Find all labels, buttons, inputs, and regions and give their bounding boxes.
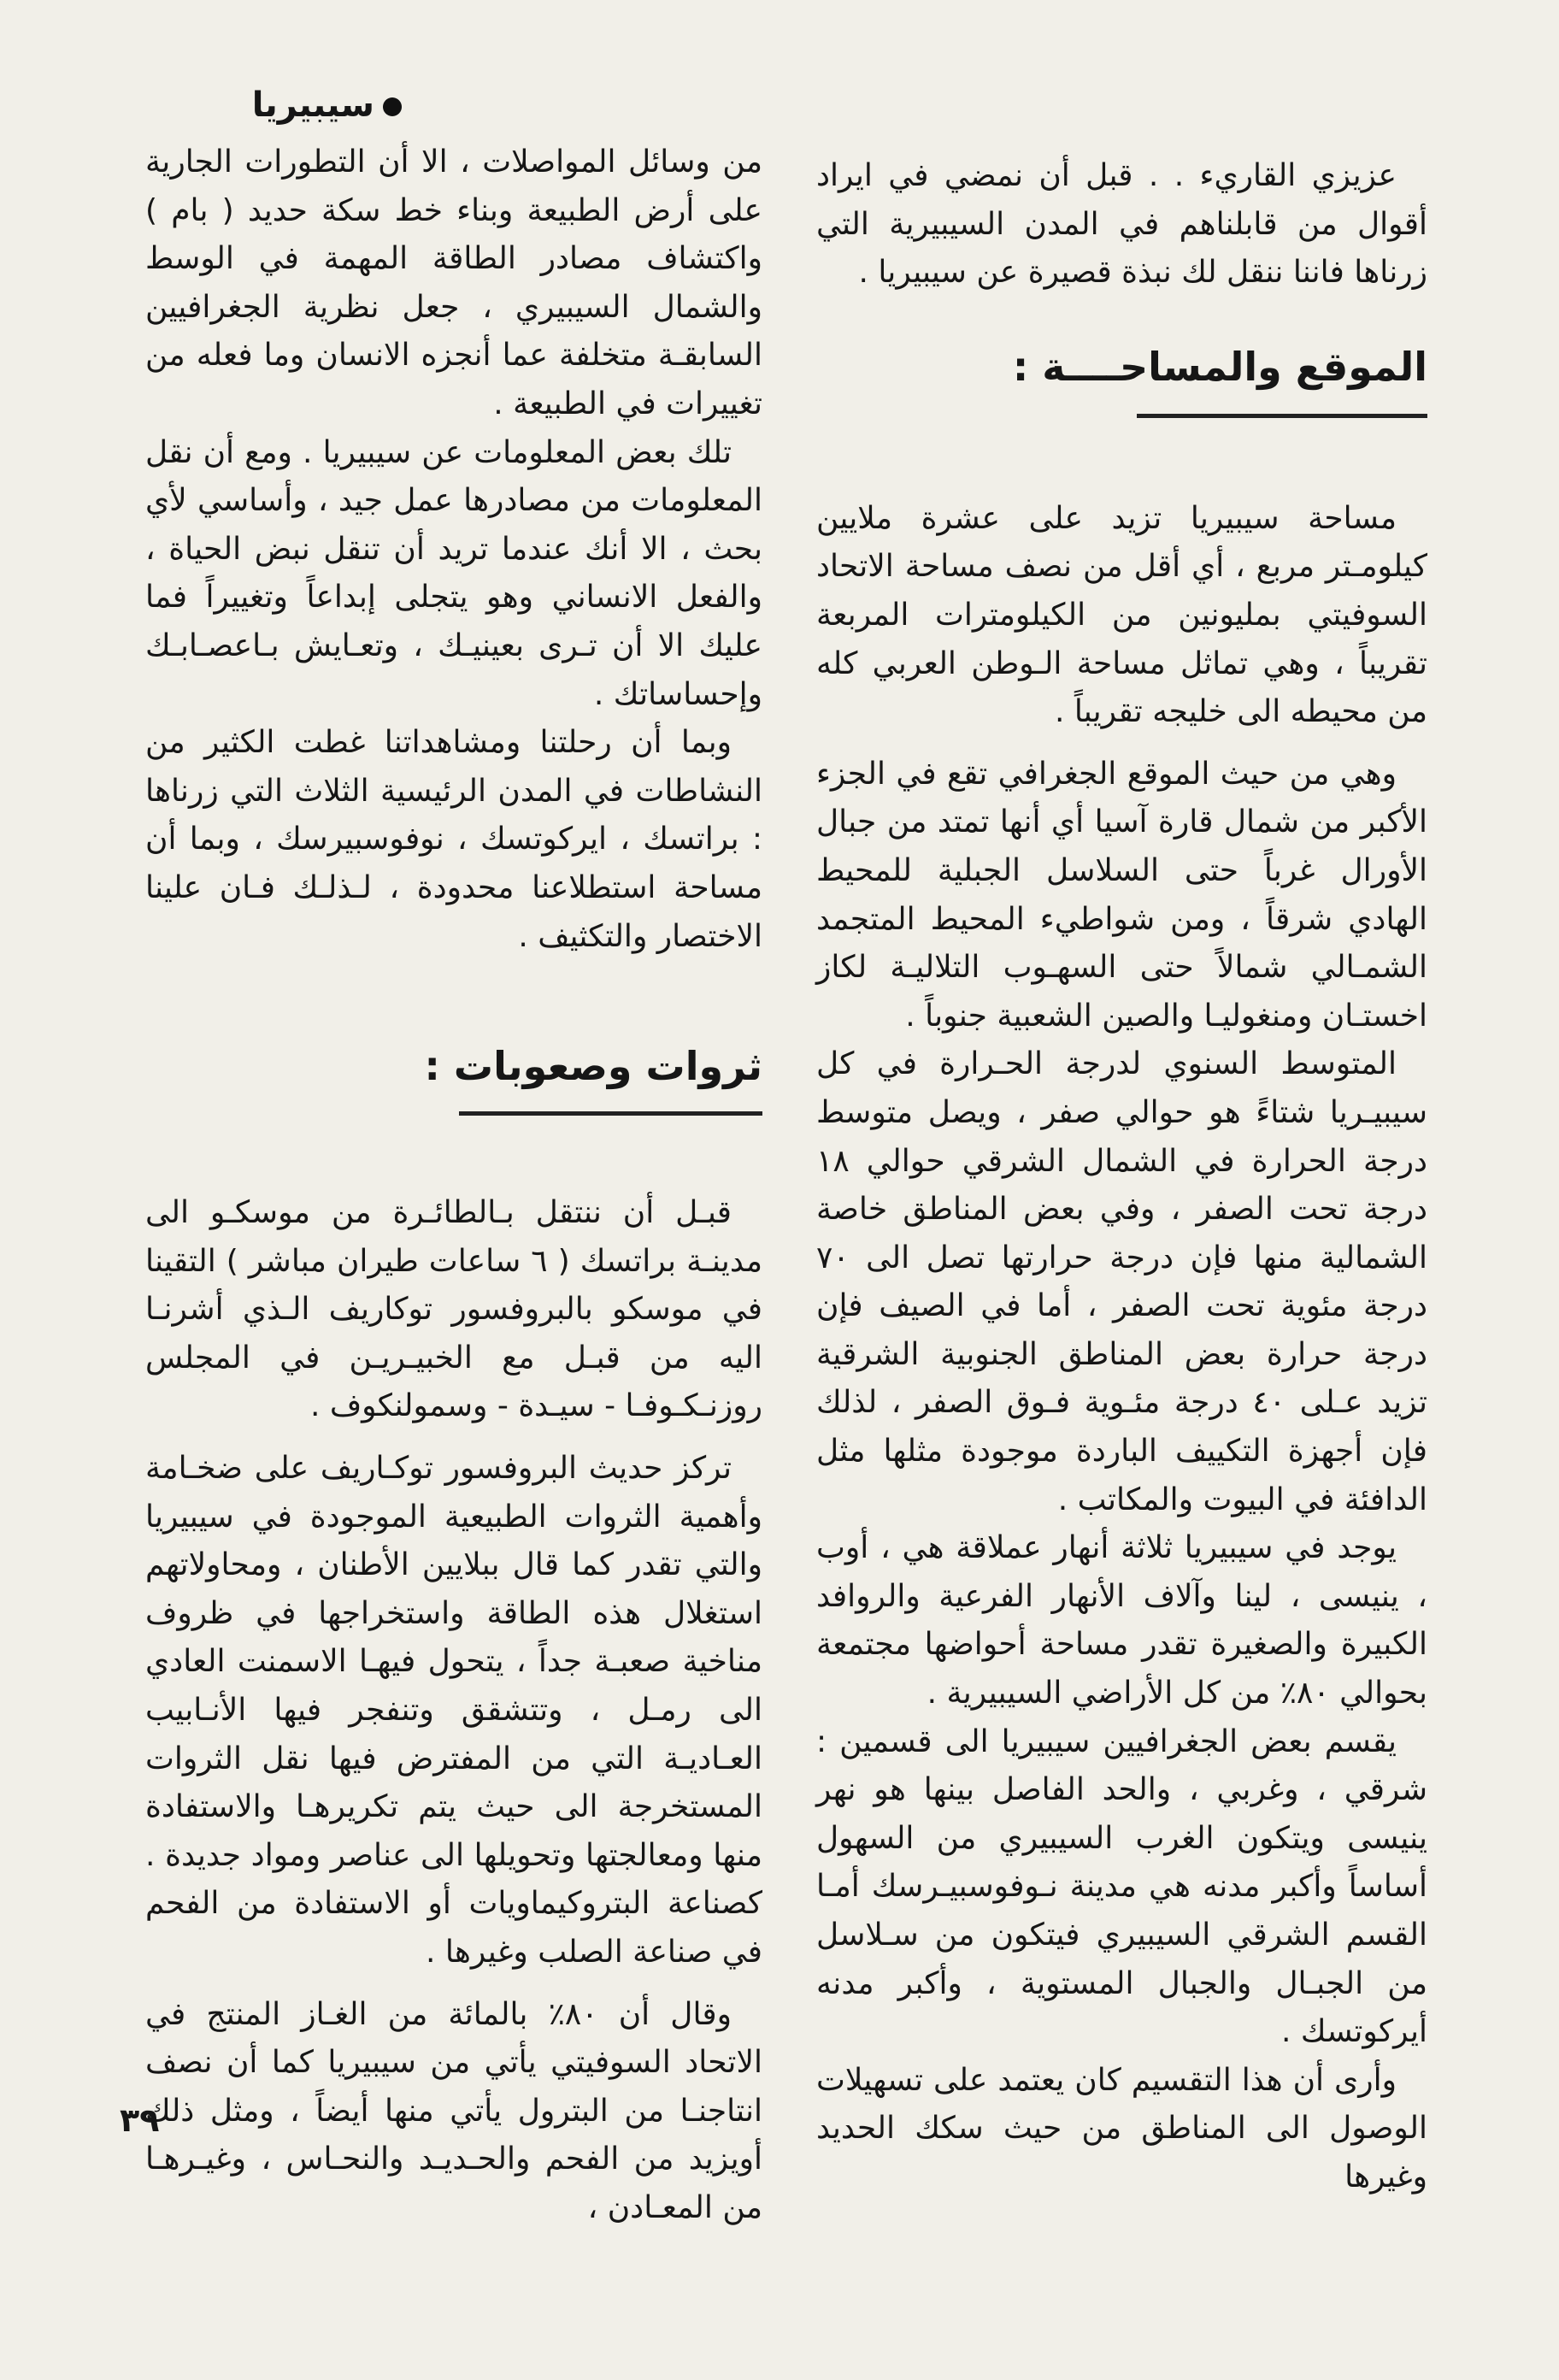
paragraph: وهي من حيث الموقع الجغرافي تقع في الجزء الأكبر من شمال قارة آسيا أي أنها تمتد من جبال الأورال غرباً حتى السلاسل الجبلية للمحيط الهادي شرقاً ، ومن شواطيء المحيط المتجمد الشمـالي شمالاً حتى السهـوب التلاليـة لكاز اخستـان ومنغوليـا والصين الشعبية جنوباً . bbox=[816, 756, 1427, 1034]
paragraph: وبما أن رحلتنا ومشاهداتنا غطت الكثير من النشاطات في المدن الرئيسية الثلاث التي زرناها : براتسك ، ايركوتسك ، نوفوسبيرسك ، وبما أن مساحة استطلاعنا محدودة ، لـذلـك فـان علينا الاختصار والتكثيف . bbox=[145, 725, 762, 954]
section-heading-location: الموقع والمساحــــة : bbox=[1012, 343, 1427, 390]
paragraph: قبـل أن ننتقل بـالطائـرة من موسكـو الى مدينـة براتسك ( ٦ ساعات طيران مباشر ) التقينا في موسكو بالبروفسور توكاريف الـذي أشرنـا اليه من قبـل مع الخبيـريـن في المجلس روزنـكـوفـا - سيـدة - وسمولنكوف . bbox=[145, 1195, 762, 1424]
bullet-icon bbox=[383, 97, 402, 116]
paragraph: مساحة سيبيريا تزيد على عشرة ملايين كيلومـتر مربع ، أي أقل من نصف مساحة الاتحاد السوفيتي بمليونين من الكيلومترات المربعة تقريباً ، وهي تماثل مساحة الـوطن العربي كله من محيطه الى خليجه تقريباً . bbox=[816, 500, 1427, 730]
section-heading-resources: ثروات وصعوبات : bbox=[424, 1043, 762, 1090]
paragraph: يوجد في سيبيريا ثلاثة أنهار عملاقة هي ، أوب ، ينيسى ، لينا وآلاف الأنهار الفرعية والروافد الكبيرة والصغيرة تقدر مساحة أحواضها مجتمعة بحوالي ٨٠٪ من كل الأراضي السيبيرية . bbox=[816, 1530, 1427, 1711]
intro-paragraph: عزيزي القاريء . . قبل أن نمضي في ايراد أقوال من قابلناهم في المدن السيبيرية التي زرناها فاننا ننقل لك نبذة قصيرة عن سيبيريا . bbox=[816, 158, 1427, 291]
page-number: ٣٩ bbox=[120, 2101, 160, 2139]
paragraph: يقسم بعض الجغرافيين سيبيريا الى قسمين : شرقي ، وغربي ، والحد الفاصل بينها هو نهر ينيسى ويتكون الغرب السيبيري من السهول أساساً وأكبر مدنه هي مدينة نـوفوسبيـرسك أمـا القسم الشرقي السيبيري فيتكون من سـلاسل من الجبـال والجبال المستوية ، وأكبر مدنه أيركوتسك . bbox=[816, 1723, 1427, 2050]
paragraph: المتوسط السنوي لدرجة الحـرارة في كل سيبيـريا شتاءً هو حوالي صفر ، ويصل متوسط درجة الحرارة في الشمال الشرقي حوالي ١٨ درجة تحت الصفر ، وفي بعض المناطق خاصة الشمالية منها فإن درجة حرارتها تصل الى ٧٠ درجة مئوية تحت الصفر ، أما في الصيف فإن درجة حرارة بعض المناطق الجنوبية الشرقية تزيد عـلى ٤٠ درجة مئـوية فـوق الصفر ، لذلك فإن أجهزة التكييف الباردة موجودة مثلها مثل الدافئة في البيوت والمكاتب . bbox=[816, 1046, 1427, 1517]
running-head-title: سيبيريا bbox=[251, 85, 374, 125]
paragraph: تلك بعض المعلومات عن سيبيريا . ومع أن نقل المعلومات من مصادرها عمل جيد ، وأساسي لأي بحث ، الا أنك عندما تريد أن تنقل نبض الحياة ، والفعل الانساني وهو يتجلى إبداعاً وتغييراً فما عليك الا أن تـرى بعينيـك ، وتعـايش بـاعصـابـك وإحساساتك . bbox=[145, 434, 762, 712]
paragraph: وأرى أن هذا التقسيم كان يعتمد على تسهيلات الوصول الى المناطق من حيث سكك الحديد وغيرها bbox=[816, 2062, 1427, 2194]
left-column bbox=[145, 138, 762, 2233]
heading-underline bbox=[459, 1111, 762, 1116]
paragraph: تركز حديث البروفسور توكـاريف على ضخـامة وأهمية الثروات الطبيعية الموجودة في سيبيريا والتي تقدر كما قال ببلايين الأطنان ، ومحاولاتهم استغلال هذه الطاقة واستخراجها في ظروف مناخية صعبـة جداً ، يتحول فيهـا الاسمنت العادي الى رمـل ، وتتشقق وتنفجر فيها الأنـابيب العـاديـة التي من المفترض فيها نقل الثروات المستخرجة الى حيث يتم تكريرهـا والاستفادة منها ومعالجتها وتحويلها الى عناصر ومواد جديدة . كصناعة البتروكيماويات أو الاستفادة من الفحم في صناعة الصلب وغيرها . bbox=[145, 1451, 762, 1970]
running-head bbox=[145, 84, 402, 127]
paragraph: من وسائل المواصلات ، الا أن التطورات الجارية على أرض الطبيعة وبناء خط سكة حديد ( بام ) واكتشاف مصادر الطاقة المهمة في الوسط والشمال السيبيري ، جعل نظرية الجغرافيين السابقـة متخلفة عما أنجزه الانسان وما فعله من تغييرات في الطبيعة . bbox=[145, 144, 762, 421]
heading-underline bbox=[1137, 414, 1427, 418]
paragraph: وقال أن ٨٠٪ بالمائة من الغـاز المنتج في الاتحاد السوفيتي يأتي من سيبيريا كما أن نصف انتاجنـا من البترول يأتي منها أيضاً ، ومثل ذلك أويزيد من الفحم والحـديـد والنحـاس ، وغيـرهـا من المعـادن ، bbox=[145, 1996, 762, 2225]
right-column bbox=[816, 152, 1427, 2202]
